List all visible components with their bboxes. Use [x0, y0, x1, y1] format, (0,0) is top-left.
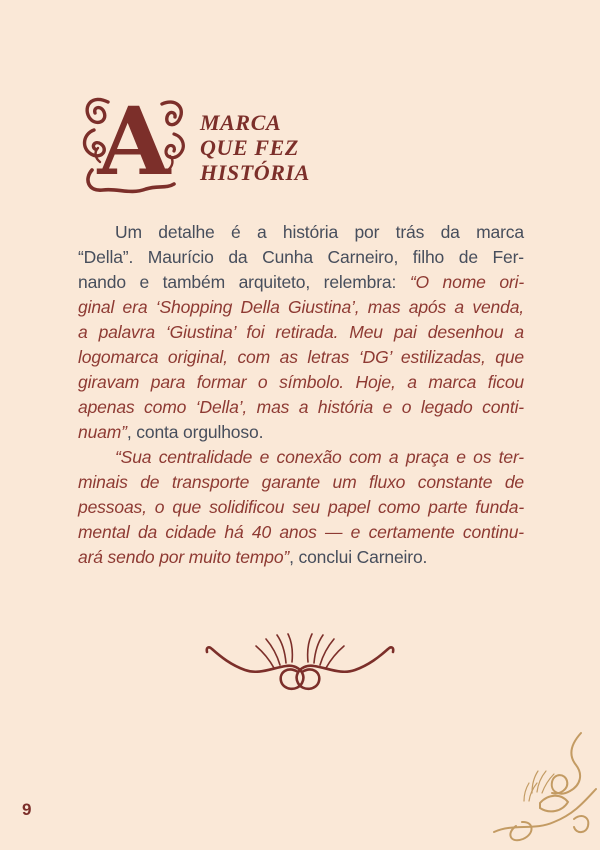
- paragraph: [78, 445, 524, 570]
- quote-text: a palavra ‘Giustina’ foi retirada. Meu pai desenhou a: [78, 322, 524, 342]
- text-line: [78, 470, 524, 495]
- body-text: , conclui Carneiro.: [289, 547, 428, 567]
- article-header: [80, 86, 310, 198]
- corner-flourish-icon: [482, 727, 600, 850]
- title-line: HISTÓRIA: [200, 160, 310, 185]
- quote-text: giravam para formar o símbolo. Hoje, a marca ficou: [78, 372, 524, 392]
- page-number: 9: [22, 800, 32, 819]
- body-text: “Della”. Maurício da Cunha Carneiro, filho de Fer-: [78, 247, 524, 267]
- text-line: [78, 545, 524, 570]
- quote-text: “O nome ori-: [409, 272, 524, 292]
- quote-text: apenas como ‘Della’, mas a história e o legado conti-: [78, 397, 524, 417]
- quote-text: mental da cidade há 40 anos — e certamente continu-: [78, 522, 524, 542]
- quote-text: ará sendo por muito tempo”: [78, 547, 290, 567]
- text-line: [78, 245, 524, 270]
- quote-text: minais de transporte garante um fluxo constante de: [78, 472, 524, 492]
- text-line: [78, 295, 524, 320]
- article-body: [78, 220, 524, 570]
- body-text: nando e também arquiteto, relembra:: [78, 272, 410, 292]
- text-line: [78, 370, 524, 395]
- quote-text: logomarca original, com as letras ‘DG’ estilizadas, que: [78, 347, 524, 367]
- quote-text: pessoas, o que solidificou seu papel como parte funda-: [78, 497, 524, 517]
- paragraph: [78, 220, 524, 445]
- text-line: [78, 520, 524, 545]
- quote-text: “Sua centralidade e conexão com a praça e os ter-: [115, 447, 524, 467]
- dropcap-initial: [80, 86, 188, 198]
- quote-text: ginal era ‘Shopping Della Giustina’, mas após a venda,: [78, 297, 524, 317]
- text-line: [78, 220, 524, 245]
- svg-text:A: A: [97, 87, 171, 197]
- flourish-divider-icon: [195, 628, 405, 705]
- text-line: [78, 270, 524, 295]
- text-line: [78, 395, 524, 420]
- text-line: [78, 320, 524, 345]
- body-text: , conta orgulhoso.: [126, 422, 264, 442]
- text-line: [78, 345, 524, 370]
- text-line: [78, 495, 524, 520]
- text-line: [78, 420, 524, 445]
- quote-text: nuam”: [78, 422, 127, 442]
- body-text: Um detalhe é a história por trás da marca: [115, 222, 524, 242]
- title-line: MARCA: [200, 110, 282, 135]
- ornate-letter-icon: [80, 86, 188, 198]
- title-line: QUE FEZ: [200, 135, 299, 160]
- article-title: [200, 86, 310, 185]
- text-line: [78, 445, 524, 470]
